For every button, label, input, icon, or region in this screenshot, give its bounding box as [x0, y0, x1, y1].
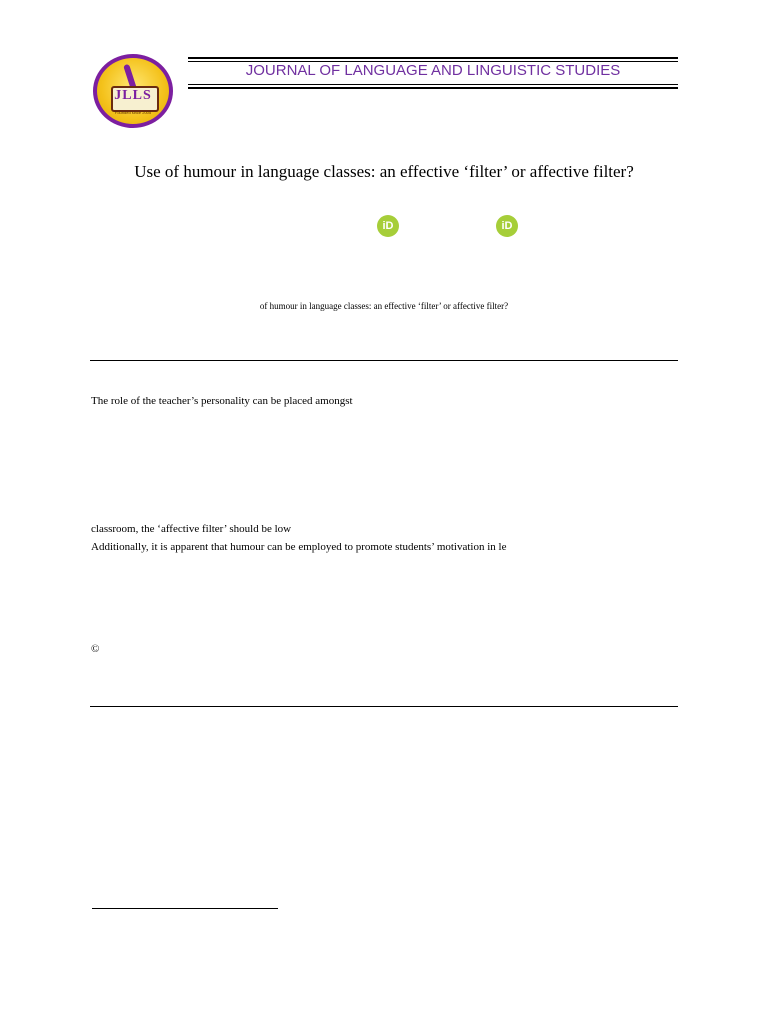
- header-rule-bottom-thick: [188, 87, 678, 89]
- header-rule-bottom-thin: [188, 84, 678, 85]
- logo-subtext: Founded since 2005: [114, 110, 152, 115]
- abstract-top-rule: [90, 360, 678, 361]
- footnote-separator: [92, 908, 278, 909]
- article-title: Use of humour in language classes: an effective ‘filter’ or affective filter?: [134, 162, 634, 181]
- abstract-line: classroom, the ‘affective filter’ should be low: [91, 523, 292, 535]
- citation-text: of humour in language classes: an effective ‘filter’ or affective filter?: [259, 301, 509, 311]
- journal-title: JOURNAL OF LANGUAGE AND LINGUISTIC STUDIES: [245, 62, 621, 79]
- abstract-line: Additionally, it is apparent that humour can be employed to promote students’ motivation in le: [91, 541, 507, 553]
- journal-logo: [93, 54, 173, 128]
- orcid-icon[interactable]: iD: [377, 215, 399, 237]
- copyright-symbol: ©: [91, 643, 100, 655]
- logo-text: JLLS: [114, 88, 152, 103]
- abstract-bottom-rule: [90, 706, 678, 707]
- orcid-icon[interactable]: iD: [496, 215, 518, 237]
- header-rule-top-thick: [188, 57, 678, 59]
- abstract-line: The role of the teacher’s personality can be placed amongst: [91, 395, 353, 407]
